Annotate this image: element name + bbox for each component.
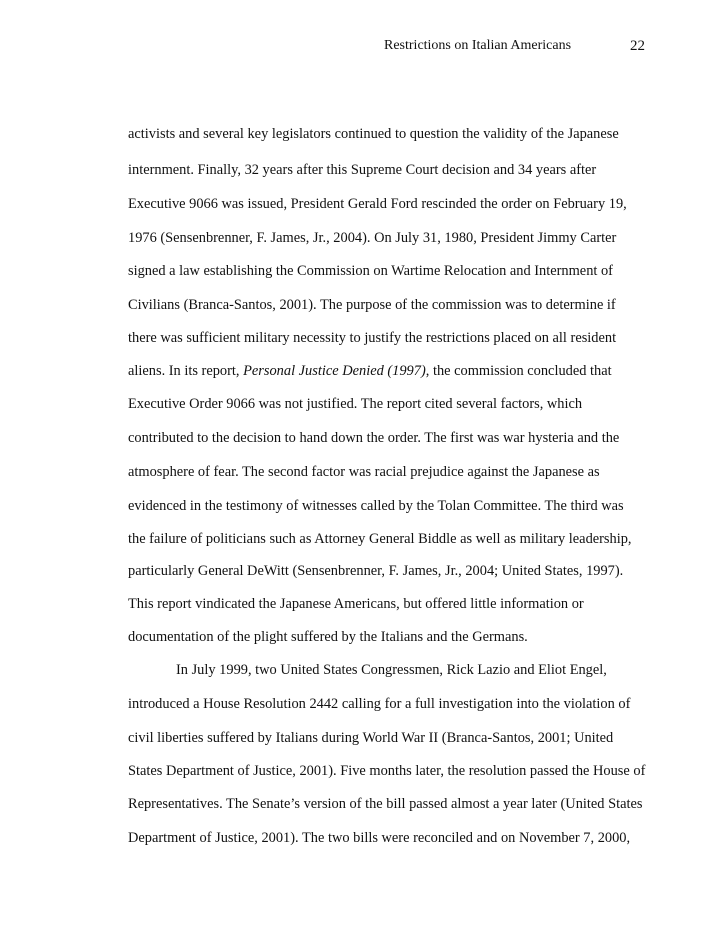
text-line: particularly General DeWitt (Sensenbrenner, F. James, Jr., 2004; United States, 1997). bbox=[128, 563, 624, 579]
text-line: Department of Justice, 2001). The two bills were reconciled and on November 7, 2000, bbox=[128, 830, 631, 846]
text-line: Civilians (Branca-Santos, 2001). The purpose of the commission was to determine if bbox=[128, 297, 616, 313]
text-line: signed a law establishing the Commission on Wartime Relocation and Internment of bbox=[128, 263, 613, 279]
text-line: Representatives. The Senate’s version of the bill passed almost a year later (United States bbox=[128, 796, 643, 812]
text-line: introduced a House Resolution 2442 calling for a full investigation into the violation of bbox=[128, 696, 631, 712]
text-line: there was sufficient military necessity to justify the restrictions placed on all resident bbox=[128, 330, 617, 346]
text-line: contributed to the decision to hand down the order. The first was war hysteria and the bbox=[128, 430, 620, 446]
text-line: Executive 9066 was issued, President Gerald Ford rescinded the order on February 19, bbox=[128, 196, 627, 212]
text-line: the failure of politicians such as Attorney General Biddle as well as military leadership, bbox=[128, 531, 632, 547]
text-segment: aliens. In its report, bbox=[128, 363, 244, 379]
paragraph-start-line: In July 1999, two United States Congressmen, Rick Lazio and Eliot Engel, bbox=[176, 662, 607, 678]
report-title-italic: Personal Justice Denied (1997) bbox=[243, 363, 426, 379]
text-line: States Department of Justice, 2001). Five months later, the resolution passed the House of bbox=[128, 763, 646, 779]
text-line: atmosphere of fear. The second factor was racial prejudice against the Japanese as bbox=[128, 464, 600, 480]
text-line: Executive Order 9066 was not justified. The report cited several factors, which bbox=[128, 396, 583, 412]
text-line: activists and several key legislators continued to question the validity of the Japanese bbox=[128, 126, 619, 142]
text-line: evidenced in the testimony of witnesses called by the Tolan Committee. The third was bbox=[128, 498, 624, 514]
page-number: 22 bbox=[630, 38, 645, 54]
running-title: Restrictions on Italian Americans bbox=[384, 38, 572, 53]
text-line: civil liberties suffered by Italians during World War II (Branca-Santos, 2001; United bbox=[128, 730, 614, 746]
text-segment: , the commission concluded that bbox=[425, 363, 612, 379]
text-line: documentation of the plight suffered by the Italians and the Germans. bbox=[128, 629, 528, 645]
text-line: 1976 (Sensenbrenner, F. James, Jr., 2004). On July 31, 1980, President Jimmy Carter bbox=[128, 230, 617, 246]
text-line bbox=[128, 363, 612, 380]
text-line: internment. Finally, 32 years after this Supreme Court decision and 34 years after bbox=[128, 162, 597, 178]
text-line: This report vindicated the Japanese Americans, but offered little information or bbox=[128, 596, 584, 612]
